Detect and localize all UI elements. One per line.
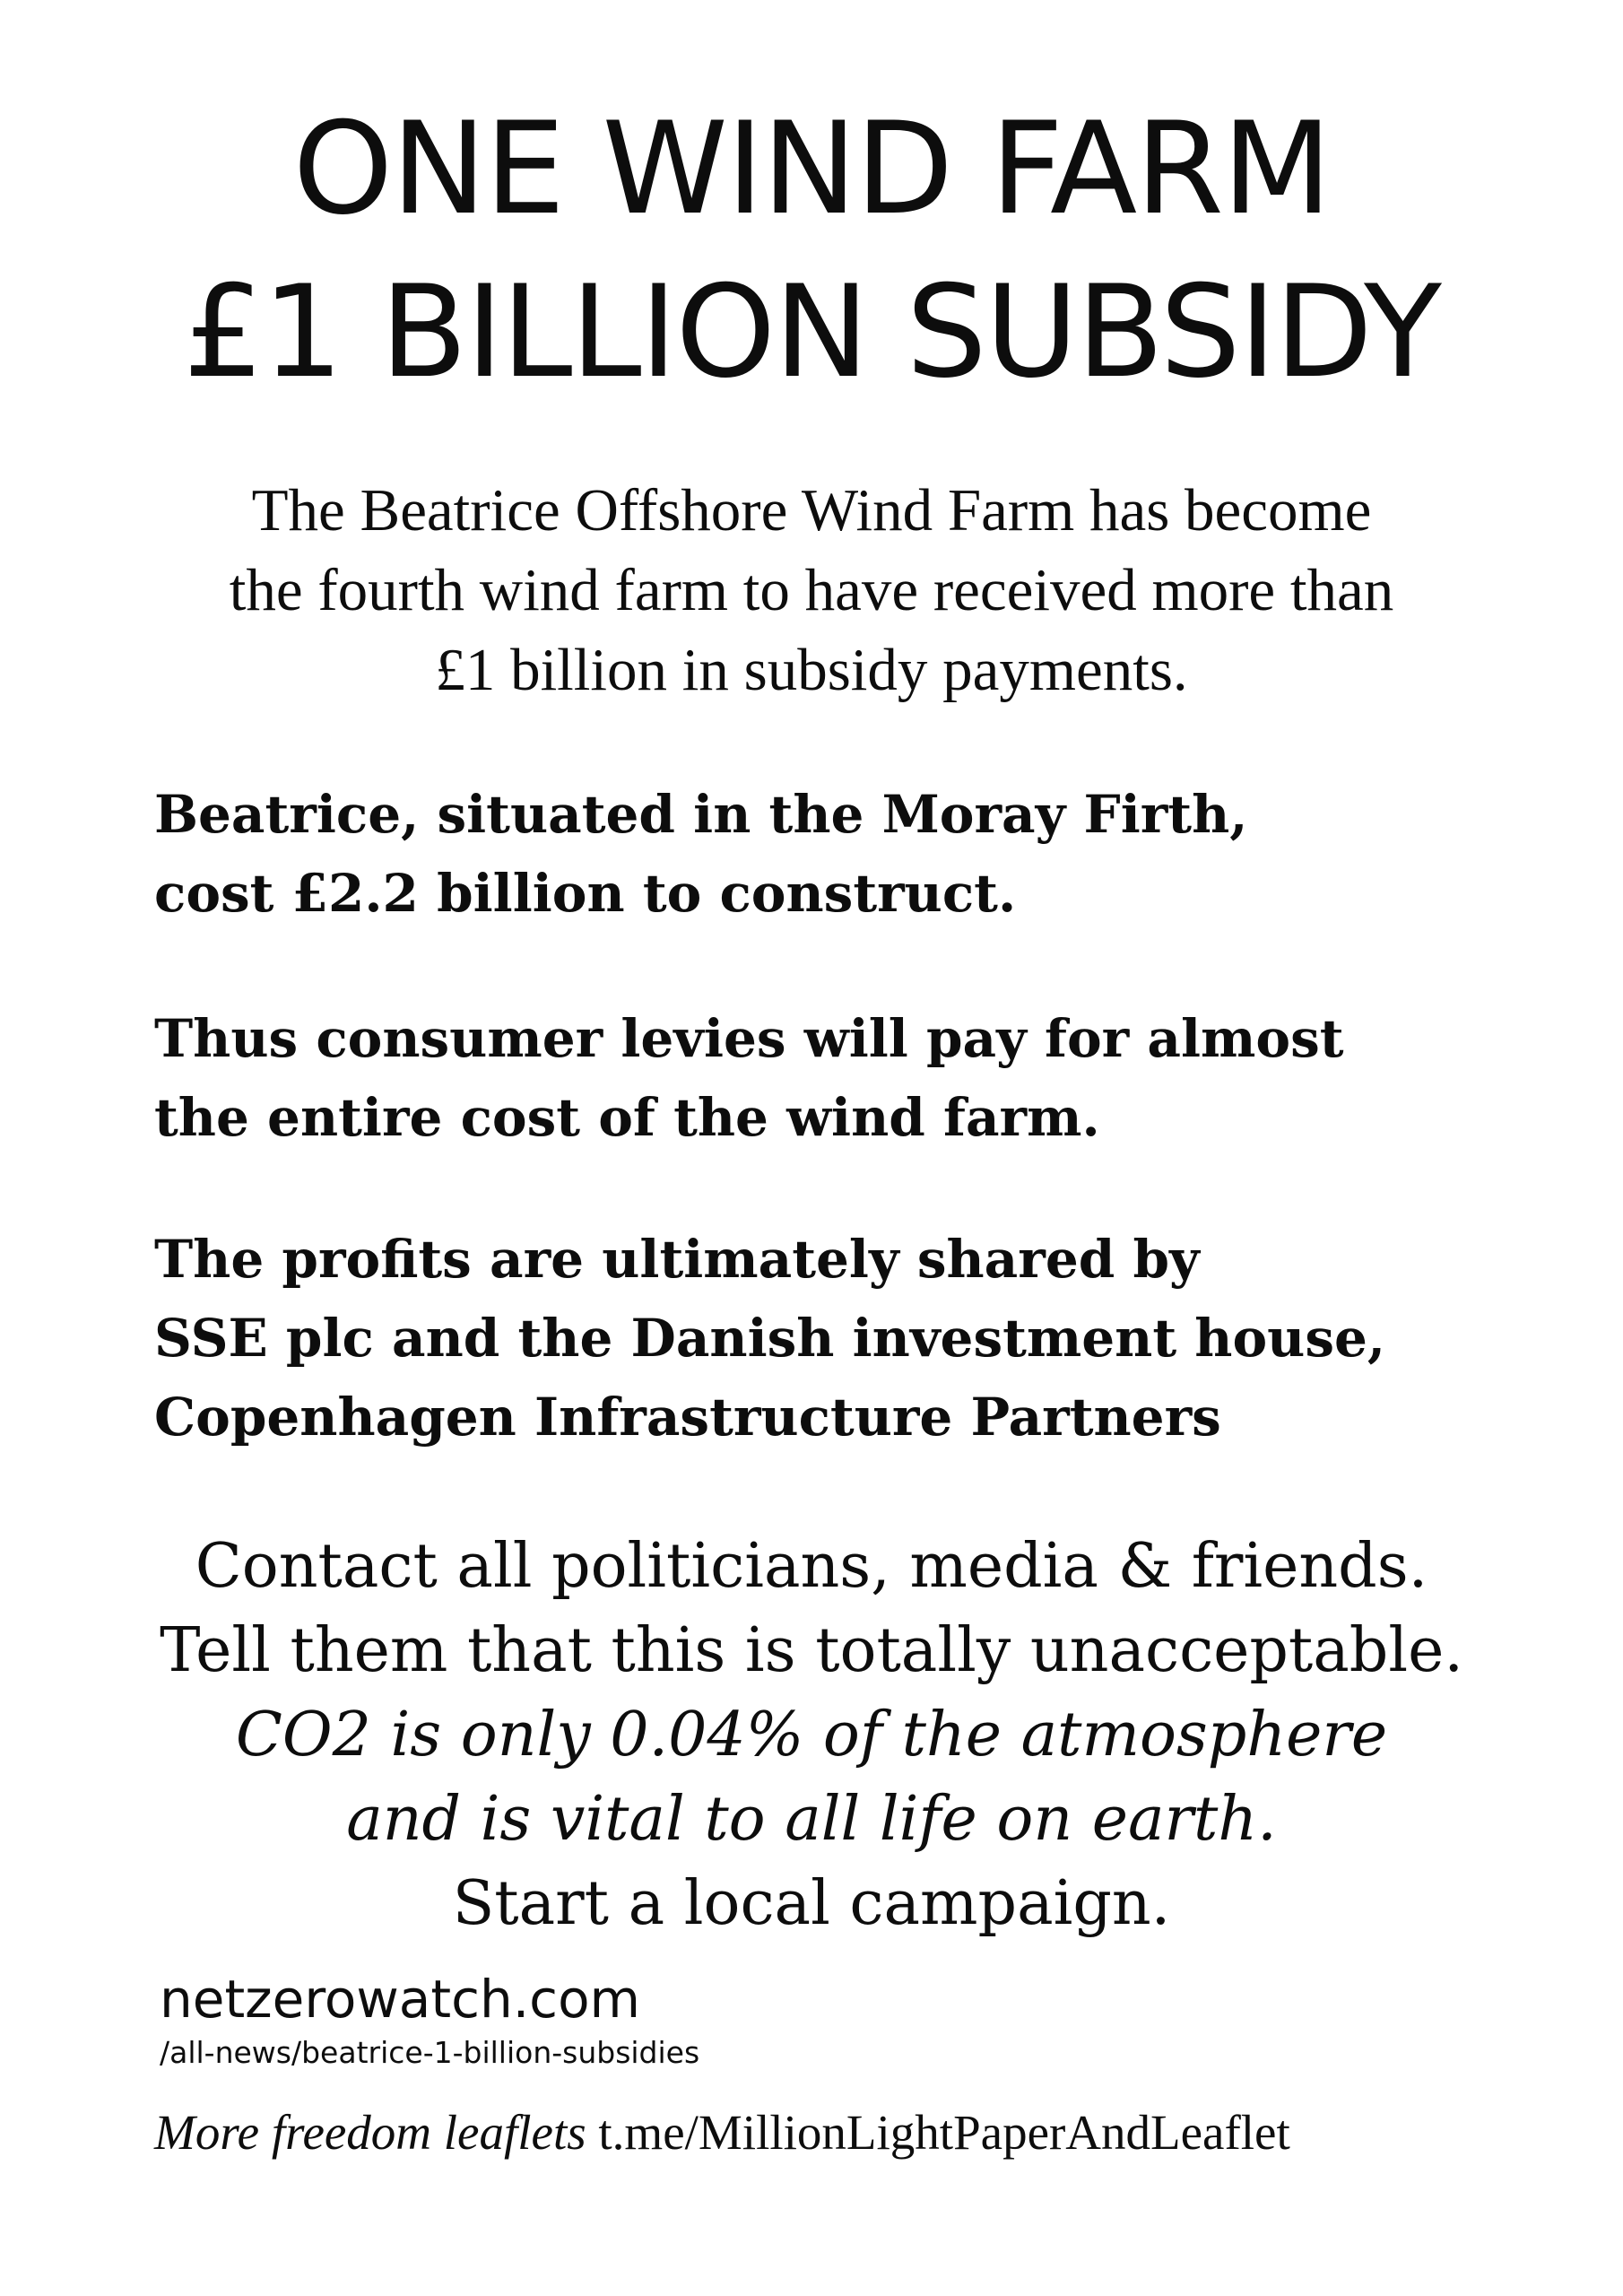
cta-line-co2: CO2 is only 0.04% of the atmosphere (235, 1700, 1388, 1770)
source-path-link[interactable]: /all-news/beatrice-1-billion-subsidies (160, 2035, 700, 2070)
cta-line-contact: Contact all politicians, media & friends. (195, 1531, 1428, 1602)
intro-line: £1 billion in subsidy payments. (435, 637, 1188, 703)
intro-paragraph (0, 471, 1623, 710)
cta-line-vital: and is vital to all life on earth. (346, 1784, 1277, 1855)
cta-line-tell: Tell them that this is totally unacceptable. (160, 1615, 1463, 1686)
fact-line: The profits are ultimately shared by (154, 1229, 1200, 1290)
headline-line-2: £1 BILLION SUBSIDY (183, 258, 1440, 406)
intro-line: the fourth wind farm to have received more than (229, 557, 1394, 623)
footer-telegram-link[interactable]: t.me/MillionLightPaperAndLeaflet (598, 2105, 1290, 2160)
footer-line (154, 2105, 1290, 2160)
fact-line: Copenhagen Infrastructure Partners (154, 1387, 1221, 1448)
intro-line: The Beatrice Offshore Wind Farm has become (251, 477, 1372, 544)
call-to-action (0, 1525, 1623, 1946)
cta-line-campaign: Start a local campaign. (452, 1868, 1171, 1939)
headline-line-1: ONE WIND FARM (292, 95, 1331, 243)
footer-more-label: More freedom leaflets (154, 2105, 586, 2160)
fact-line: Thus consumer levies will pay for almost (154, 1008, 1344, 1069)
fact-profits (154, 1220, 1553, 1457)
fact-consumer-levies (154, 999, 1553, 1157)
fact-line: Beatrice, situated in the Moray Firth, (154, 784, 1248, 845)
fact-line: cost £2.2 billion to construct. (154, 863, 1017, 924)
fact-line: SSE plc and the Danish investment house, (154, 1308, 1386, 1369)
source-site-link[interactable]: netzerowatch.com (160, 1969, 641, 2030)
fact-line: the entire cost of the wind farm. (154, 1087, 1100, 1148)
fact-construction-cost (154, 775, 1553, 933)
